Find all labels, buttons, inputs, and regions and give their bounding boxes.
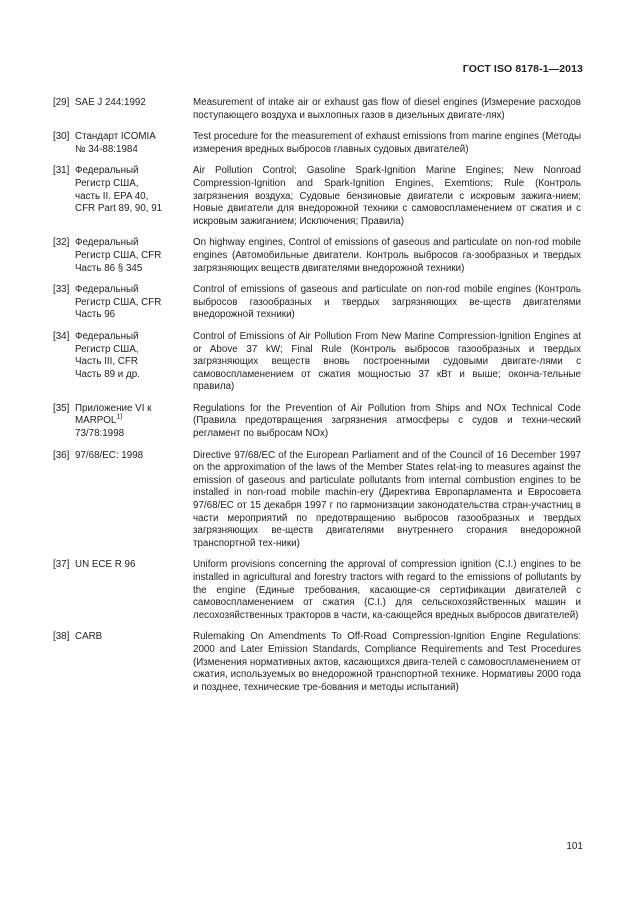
- reference-31: [53, 165, 581, 228]
- ref-source-line: Федеральный: [75, 237, 139, 249]
- reference-30: [53, 131, 581, 156]
- ref-source-line: Регистр США,: [75, 343, 139, 355]
- ref-source-line: CFR Part 89, 90, 91: [75, 203, 163, 215]
- ref-number: [29]: [53, 97, 70, 108]
- reference-32: [53, 237, 581, 275]
- ref-description: Directive 97/68/EC of the European Parliament and of the Council of 16 December 1997 on the approximation of the laws of the Member States relat-ing to measures against the emission of gaseous and particulate pollutants from internal combustion engines to be installed in non-road mobile machin-ery (Директива Европарламента и Евросовета 97/68/EC от 15 декабря 1997 г по гармонизации законодательства стран-участниц в части мероприятий по предотвращению выбросов газообразных и твердых загрязняющих ве-ществ двигателями внутреннего сгорания внедорожной транспортной тех-ники): [193, 449, 581, 549]
- ref-source-line: SAE J 244:1992: [75, 97, 146, 108]
- bibliography-list: [53, 97, 581, 703]
- ref-source-line: MARPOL: [75, 415, 117, 427]
- ref-description: Rulemaking On Amendments To Off-Road Compression-Ignition Engine Regulations: 2000 and Later Emission Standards, Compliance Requirements and Test Procedures (Изменения нормативных актов, касающихся двига-телей с самовоспламенением от сжатия, используемых во внедорожной транспортной технике. Нормативы 2000 года и позднее, технические тре-бования и методы испытаний): [193, 631, 581, 693]
- ref-description: Control of Emissions of Air Pollution From New Marine Compression-Ignition Engines at or Above 37 kW; Final Rule (Контроль выбросов газообразных и твердых загрязняющих веществ вновь построенными судовыми двигате-лями с самовоспламенением от сжатия мощностью 37 кВт и выше; оконча-тельные правила): [193, 330, 581, 393]
- document-code-header: ГОСТ ISO 8178-1—2013: [462, 63, 583, 75]
- ref-description: Control of emissions of gaseous and particulate on non-rod mobile engines (Контроль выбросов газообразных и твердых загрязняющих ве-ществ двигателями внедорожной техники): [193, 284, 581, 321]
- ref-number: [36]: [53, 449, 70, 461]
- ref-source-line: Регистр США, CFR: [75, 296, 162, 308]
- ref-source-line: Федеральный: [75, 284, 139, 296]
- ref-number: [34]: [53, 330, 70, 342]
- ref-source-line: Приложение VI к: [75, 402, 152, 414]
- reference-33: [53, 284, 581, 322]
- ref-source-line: Регистр США, CFR: [75, 249, 162, 261]
- ref-description: Test procedure for the measurement of exhaust emissions from marine engines (Методы измерения вредных выбросов главных судовых двигателей): [193, 131, 581, 155]
- ref-source-line: № 34-88:1984: [75, 143, 138, 155]
- ref-number: [30]: [53, 131, 70, 143]
- ref-source-line: Часть III, CFR: [75, 356, 138, 368]
- ref-number: [33]: [53, 284, 70, 296]
- ref-source-line: CARB: [75, 631, 103, 643]
- ref-source-line: UN ECE R 96: [75, 559, 136, 571]
- ref-source-line: Часть 89 и др.: [75, 368, 140, 380]
- ref-number: [32]: [53, 237, 70, 249]
- ref-description: Air Pollution Control; Gasoline Spark-Ignition Marine Engines; New Nonroad Compression-Ignition and Spark-Ignition Engines, Exemtions; Rule (Контроль загрязнения воздуха; Судовые бензиновые двигатели с искровым зажига-нием; Новые двигатели для внедорожной техники с самовоспламенением от сжатия и с искровым зажиганием; Исключения; Правила): [193, 165, 581, 227]
- ref-description: Measurement of intake air or exhaust gas flow of diesel engines (Измерение расходов поступающего воздуха и выхлопных газов в дизельных двигате-лях): [193, 97, 581, 121]
- ref-source-line: Федеральный: [75, 165, 139, 177]
- ref-source-line: часть II. EPA 40,: [75, 190, 149, 202]
- reference-35: [53, 403, 581, 441]
- ref-description: Uniform provisions concerning the approval of compression ignition (C.I.) engines to be installed in agricultural and forestry tractors with regard to the emissions of pollutants by the engine (Единые требования, касающие-ся сертификации двигателей с самовоспламенением от сжатия (C.I.) для сельскохозяйственных машин и лесохозяйственных тракторов в части, ка-сающейся вредных выбросов двигателей): [193, 559, 581, 621]
- reference-37: [53, 559, 581, 622]
- ref-source-line: 73/78:1998: [75, 428, 125, 440]
- ref-description: On highway engines, Control of emissions of gaseous and particulate on non-rod mobile engines (Автомобильные двигатели. Контроль выбросов га-зообразных и твердых загрязняющих веществ двигателями внедорожной техники): [193, 237, 581, 274]
- ref-source-line: Федеральный: [75, 330, 139, 342]
- ref-source-line: Часть 86 § 345: [75, 262, 143, 274]
- reference-34: [53, 331, 581, 394]
- footnote-marker: 1): [116, 414, 123, 422]
- ref-number: [35]: [53, 402, 70, 414]
- ref-number: [38]: [53, 631, 70, 643]
- page-number: 101: [566, 841, 583, 852]
- reference-29: [53, 97, 581, 122]
- ref-source-line: Регистр США,: [75, 177, 139, 189]
- ref-source-line: Часть 96: [75, 309, 116, 321]
- ref-source-line: Стандарт ICOMIA: [75, 131, 156, 143]
- ref-description: Regulations for the Prevention of Air Pollution from Ships and NOx Technical Code (Правила предотвращения загрязнения атмосферы с судов и техни-ческий регламент по выбросам NOx): [193, 402, 581, 440]
- ref-number: [37]: [53, 559, 70, 571]
- reference-38: [53, 631, 581, 694]
- ref-source-line: 97/68/EC: 1998: [75, 449, 144, 461]
- ref-number: [31]: [53, 165, 70, 177]
- reference-36: [53, 450, 581, 551]
